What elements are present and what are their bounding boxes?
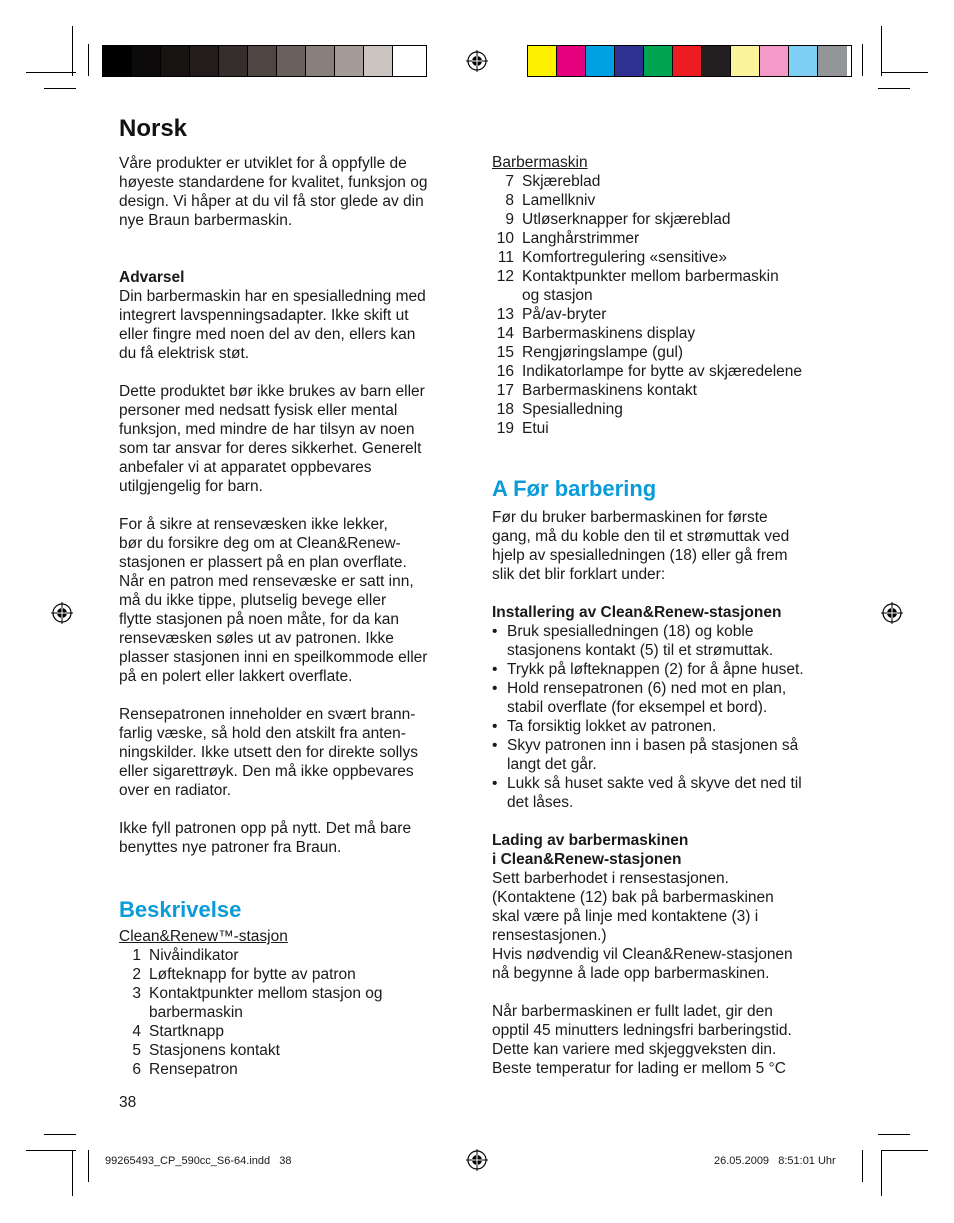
list-item: 11 Komfortregulering «sensitive» [497,249,728,266]
color-swatch [818,46,847,76]
text-line: Dette kan variere med skjeggveksten din. [492,1041,777,1058]
list-item: 5 Stasjonens kontakt [132,1042,280,1059]
text-line: Sett barberhodet i rensestasjonen. [492,870,729,887]
crop-mark [72,1150,73,1196]
crop-mark [878,1134,910,1135]
color-swatch [528,46,557,76]
list-item: 1 Nivåindikator [132,947,239,964]
description-heading: Beskrivelse [119,897,242,922]
text-line: som tar ansvar for deres sikkerhet. Generelt [119,440,422,457]
bullet-item: • Bruk spesialledningen (18) og koble stasjonens kontakt (5) til et strømuttak. [492,623,774,659]
color-swatch [615,46,644,76]
color-swatch [393,46,422,76]
text-line: gang, må du koble den til et strømuttak ved [492,528,790,545]
color-swatch [132,46,161,76]
color-swatch [306,46,335,76]
crop-mark [881,72,928,73]
text-line: eller sigarettrøyk. Den må ikke oppbevares [119,763,414,780]
crop-mark [878,88,910,89]
color-swatch [644,46,673,76]
color-swatch [103,46,132,76]
bullet-item: • Trykk på løfteknappen (2) for å åpne huset. [492,661,804,678]
color-swatch [335,46,364,76]
footer-date: 26.05.2009 8:51:01 Uhr [714,1155,836,1167]
right-column [492,153,837,1078]
text-line: integrert lavspenningsadapter. Ikke skift ut [119,307,409,324]
color-swatch [277,46,306,76]
color-swatch [789,46,818,76]
crop-mark [72,26,73,76]
text-line: Dette produktet bør ikke brukes av barn eller [119,383,425,400]
color-swatch [557,46,586,76]
list-item: 18 Spesialledning [496,401,623,418]
page-number: 38 [119,1094,137,1111]
intro-paragraph [119,154,464,230]
list-item: 12 Kontaktpunkter mellom barbermaskin og stasjon [496,268,779,304]
list-item: 10 Langhårstrimmer [496,230,640,247]
text-line: på en polert eller lakkert overflate. [119,668,353,685]
left-column [119,115,464,1079]
list-item: 6 Rensepatron [132,1061,238,1078]
color-swatch [702,46,731,76]
page-title: Norsk [119,115,188,142]
list-item: 7 Skjæreblad [505,173,601,190]
color-bar [527,45,852,77]
bullet-item: • Lukk så huset sakte ved å skyve det ned til det låses. [492,775,802,811]
text-line: nå begynne å lade opp barbermaskinen. [492,965,770,982]
list-item: 14 Barbermaskinens display [496,325,696,342]
station-list [119,946,464,1079]
list-item: 19 Etui [496,420,549,437]
text-line: bør du forsikre deg om at Clean&Renew- [119,535,401,552]
text-line: du få elektrisk støt. [119,345,250,362]
text-line: Rensepatronen inneholder en svært brann- [119,706,416,723]
registration-mark-icon [466,50,488,72]
text-line: over en radiator. [119,782,232,799]
text-line: nye Braun barbermaskin. [119,212,293,229]
bullet-item: • Skyv patronen inn i basen på stasjonen så langt det går. [492,737,799,773]
text-line: hjelp av spesialledningen (18) eller gå frem [492,547,788,564]
text-line: Når en patron med rensevæske er satt inn, [119,573,414,590]
list-item: 2 Løfteknapp for bytte av patron [132,966,356,983]
crop-mark [44,1134,76,1135]
crop-mark [862,44,863,76]
bullet-item: • Hold rensepatronen (6) ned mot en plan, stabil overflate (for eksempel et bord). [492,680,787,716]
text-line: må du ikke tippe, plutselig bevege eller [119,592,387,609]
crop-mark [44,88,76,89]
install-heading: Installering av Clean&Renew-stasjonen [492,604,782,621]
crop-mark [862,1150,863,1182]
text-line: slik det blir forklart under: [492,566,666,583]
text-line: plasser stasjonen inni en speilkommode eller [119,649,428,666]
text-line: utilgjengelig for barn. [119,478,263,495]
shaver-list [492,172,837,438]
registration-mark-icon [881,602,903,624]
refill-paragraph [119,819,464,857]
color-swatch [161,46,190,76]
flammable-paragraph [119,705,464,800]
warning-heading: Advarsel [119,269,185,286]
text-line: Våre produkter er utviklet for å oppfylle de [119,155,407,172]
color-swatch [731,46,760,76]
text-line: Når barbermaskinen er fullt ladet, gir den [492,1003,773,1020]
crop-mark [881,1150,928,1151]
text-line: rensevæsken søles ut av patronen. Ikke [119,630,394,647]
text-line: ningskilder. Ikke utsett den for direkte sollys [119,744,418,761]
text-line: Før du bruker barbermaskinen for første [492,509,768,526]
color-swatch [248,46,277,76]
text-line: (Kontaktene (12) bak på barbermaskinen [492,889,774,906]
color-swatch [760,46,789,76]
bullet-item: • Ta forsiktig lokket av patronen. [492,718,717,735]
color-swatch [586,46,615,76]
text-line: funksjon, med mindre de har tilsyn av noen [119,421,415,438]
charging-heading: i Clean&Renew-stasjonen [492,851,682,868]
text-line: flytte stasjonen på noen måte, for da kan [119,611,400,628]
charging-paragraph [492,869,837,983]
text-line: Din barbermaskin har en spesialledning med [119,288,426,305]
text-line: personer med nedsatt fysisk eller mental [119,402,398,419]
list-item: 8 Lamellkniv [505,192,596,209]
crop-mark [26,1150,76,1151]
text-line: design. Vi håper at du vil få stor glede av din [119,193,424,210]
text-line: For å sikre at rensevæsken ikke lekker, [119,516,388,533]
station-heading: Clean&Renew™-stasjon [119,928,288,945]
registration-mark-icon [51,602,73,624]
shaver-heading: Barbermaskin [492,154,588,171]
text-line: høyeste standardene for kvalitet, funksjon og [119,174,428,191]
list-item: 4 Startknapp [132,1023,224,1040]
color-swatch [190,46,219,76]
install-list [492,622,837,812]
text-line: farlig væske, så hold den atskilt fra anten- [119,725,406,742]
list-item: 13 På/av-bryter [496,306,607,323]
list-item: 16 Indikatorlampe for bytte av skjæredelene [496,363,803,380]
crop-mark [88,44,89,76]
list-item: 17 Barbermaskinens kontakt [496,382,697,399]
crop-mark [26,72,76,73]
color-swatch [219,46,248,76]
text-line: eller fingre med noen del av den, ellers kan [119,326,416,343]
leak-paragraph [119,515,464,686]
list-item: 15 Rengjøringslampe (gul) [496,344,684,361]
text-line: Beste temperatur for lading er mellom 5 °C [492,1060,786,1077]
color-swatch [673,46,702,76]
charged-paragraph [492,1002,837,1078]
text-line: skal være på linje med kontaktene (3) i [492,908,759,925]
text-line: stasjonen er plassert på en plan overflate. [119,554,407,571]
section-a-heading: A Før barbering [492,476,657,501]
text-line: Hvis nødvendig vil Clean&Renew-stasjonen [492,946,793,963]
text-line: rensestasjonen.) [492,927,607,944]
warning-paragraph [119,287,464,363]
registration-mark-icon [466,1149,488,1171]
crop-mark [881,26,882,76]
grayscale-bar [102,45,427,77]
list-item: 3 Kontaktpunkter mellom stasjon og barbermaskin [132,985,383,1021]
text-line: Ikke fyll patronen opp på nytt. Det må bare [119,820,412,837]
text-line: opptil 45 minutters ledningsfri barberingstid. [492,1022,792,1039]
list-item: 9 Utløserknapper for skjæreblad [505,211,731,228]
children-safety-paragraph [119,382,464,496]
crop-mark [881,1150,882,1196]
color-swatch [364,46,393,76]
text-line: anbefaler vi at apparatet oppbevares [119,459,372,476]
charging-heading: Lading av barbermaskinen [492,832,689,849]
footer-file-info: 99265493_CP_590cc_S6-64.indd 38 [105,1155,292,1167]
section-a-intro [492,508,837,584]
crop-mark [88,1150,89,1182]
text-line: benyttes nye patroner fra Braun. [119,839,342,856]
